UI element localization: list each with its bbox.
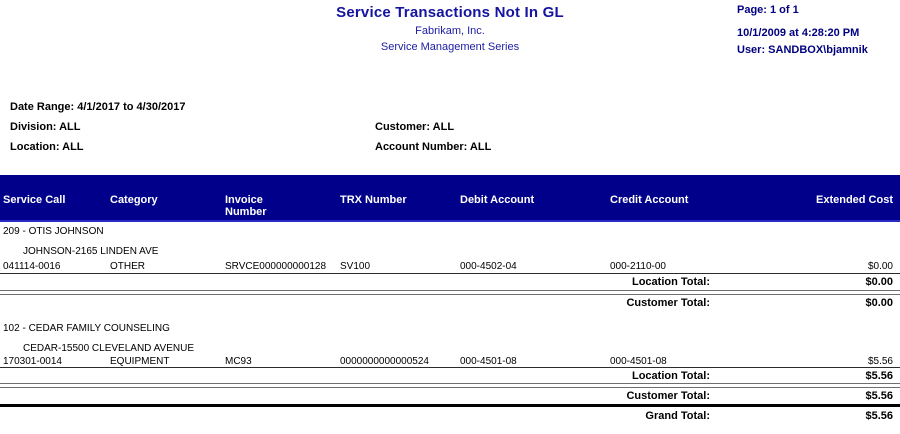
total-separator bbox=[0, 294, 900, 295]
location-total-value: $5.56 bbox=[865, 370, 893, 382]
customer-total-label: Customer Total: bbox=[626, 390, 710, 402]
cell-credit-account: 000-2110-00 bbox=[610, 261, 666, 272]
grand-total-separator bbox=[0, 404, 900, 407]
row-separator bbox=[0, 367, 900, 368]
customer-group-header: 209 - OTIS JOHNSON bbox=[3, 226, 104, 237]
cell-extended-cost: $0.00 bbox=[867, 261, 893, 272]
customer-total-value: $0.00 bbox=[865, 297, 893, 309]
cell-debit-account: 000-4501-08 bbox=[460, 356, 517, 367]
table-row bbox=[0, 261, 900, 273]
customer-total-row bbox=[0, 390, 900, 402]
location-total-value: $0.00 bbox=[865, 276, 893, 288]
cell-debit-account: 000-4502-04 bbox=[460, 261, 517, 272]
location-total-label: Location Total: bbox=[631, 370, 710, 382]
row-separator bbox=[0, 273, 900, 274]
total-separator bbox=[0, 290, 900, 291]
company-name: Fabrikam, Inc. bbox=[415, 25, 485, 37]
customer-group-header: 102 - CEDAR FAMILY COUNSELING bbox=[3, 323, 170, 334]
column-header-band bbox=[0, 175, 900, 222]
grand-total-value: $5.56 bbox=[865, 410, 893, 422]
cell-category: OTHER bbox=[110, 261, 145, 272]
cell-invoice-number: MC93 bbox=[225, 356, 252, 367]
header-category: Category bbox=[110, 194, 158, 206]
grand-total-label: Grand Total: bbox=[645, 410, 710, 422]
customer-total-label: Customer Total: bbox=[626, 297, 710, 309]
customer-total-row bbox=[0, 297, 900, 309]
cell-invoice-number: SRVCE000000000128 bbox=[225, 261, 327, 272]
cell-service-call: 041114-0016 bbox=[3, 261, 61, 272]
user-id: User: SANDBOX\bjamnik bbox=[737, 44, 868, 56]
header-debit-account: Debit Account bbox=[460, 194, 535, 206]
location-group-header: JOHNSON-2165 LINDEN AVE bbox=[23, 246, 159, 257]
filter-division: Division: ALL bbox=[10, 121, 81, 133]
cell-extended-cost: $5.56 bbox=[867, 356, 893, 367]
filter-customer: Customer: ALL bbox=[375, 121, 455, 133]
report-title: Service Transactions Not In GL bbox=[336, 4, 564, 21]
total-separator bbox=[0, 387, 900, 388]
location-total-row bbox=[0, 276, 900, 288]
cell-credit-account: 000-4501-08 bbox=[610, 356, 667, 367]
page-number: Page: 1 of 1 bbox=[737, 4, 799, 16]
cell-service-call: 170301-0014 bbox=[3, 356, 62, 367]
cell-trx-number: SV100 bbox=[340, 261, 371, 272]
filter-location: Location: ALL bbox=[10, 141, 84, 153]
total-separator bbox=[0, 383, 900, 384]
filter-date-range: Date Range: 4/1/2017 to 4/30/2017 bbox=[10, 101, 186, 113]
header-invoice-line2: Number bbox=[225, 206, 267, 218]
print-timestamp: 10/1/2009 at 4:28:20 PM bbox=[737, 27, 860, 39]
header-extended-cost: Extended Cost bbox=[815, 194, 893, 206]
header-invoice-number bbox=[225, 194, 340, 220]
location-total-label: Location Total: bbox=[631, 276, 710, 288]
filter-account-number: Account Number: ALL bbox=[375, 141, 492, 153]
customer-total-value: $5.56 bbox=[865, 390, 893, 402]
header-trx-number: TRX Number bbox=[340, 194, 407, 206]
header-credit-account: Credit Account bbox=[610, 194, 689, 206]
series-name: Service Management Series bbox=[380, 41, 520, 53]
location-total-row bbox=[0, 370, 900, 382]
grand-total-row bbox=[0, 410, 900, 422]
header-invoice-line1: Invoice bbox=[225, 194, 263, 206]
cell-category: EQUIPMENT bbox=[110, 356, 170, 367]
header-service-call: Service Call bbox=[3, 194, 66, 206]
cell-trx-number: 0000000000000524 bbox=[340, 356, 429, 367]
location-group-header: CEDAR-15500 CLEVELAND AVENUE bbox=[23, 343, 194, 354]
